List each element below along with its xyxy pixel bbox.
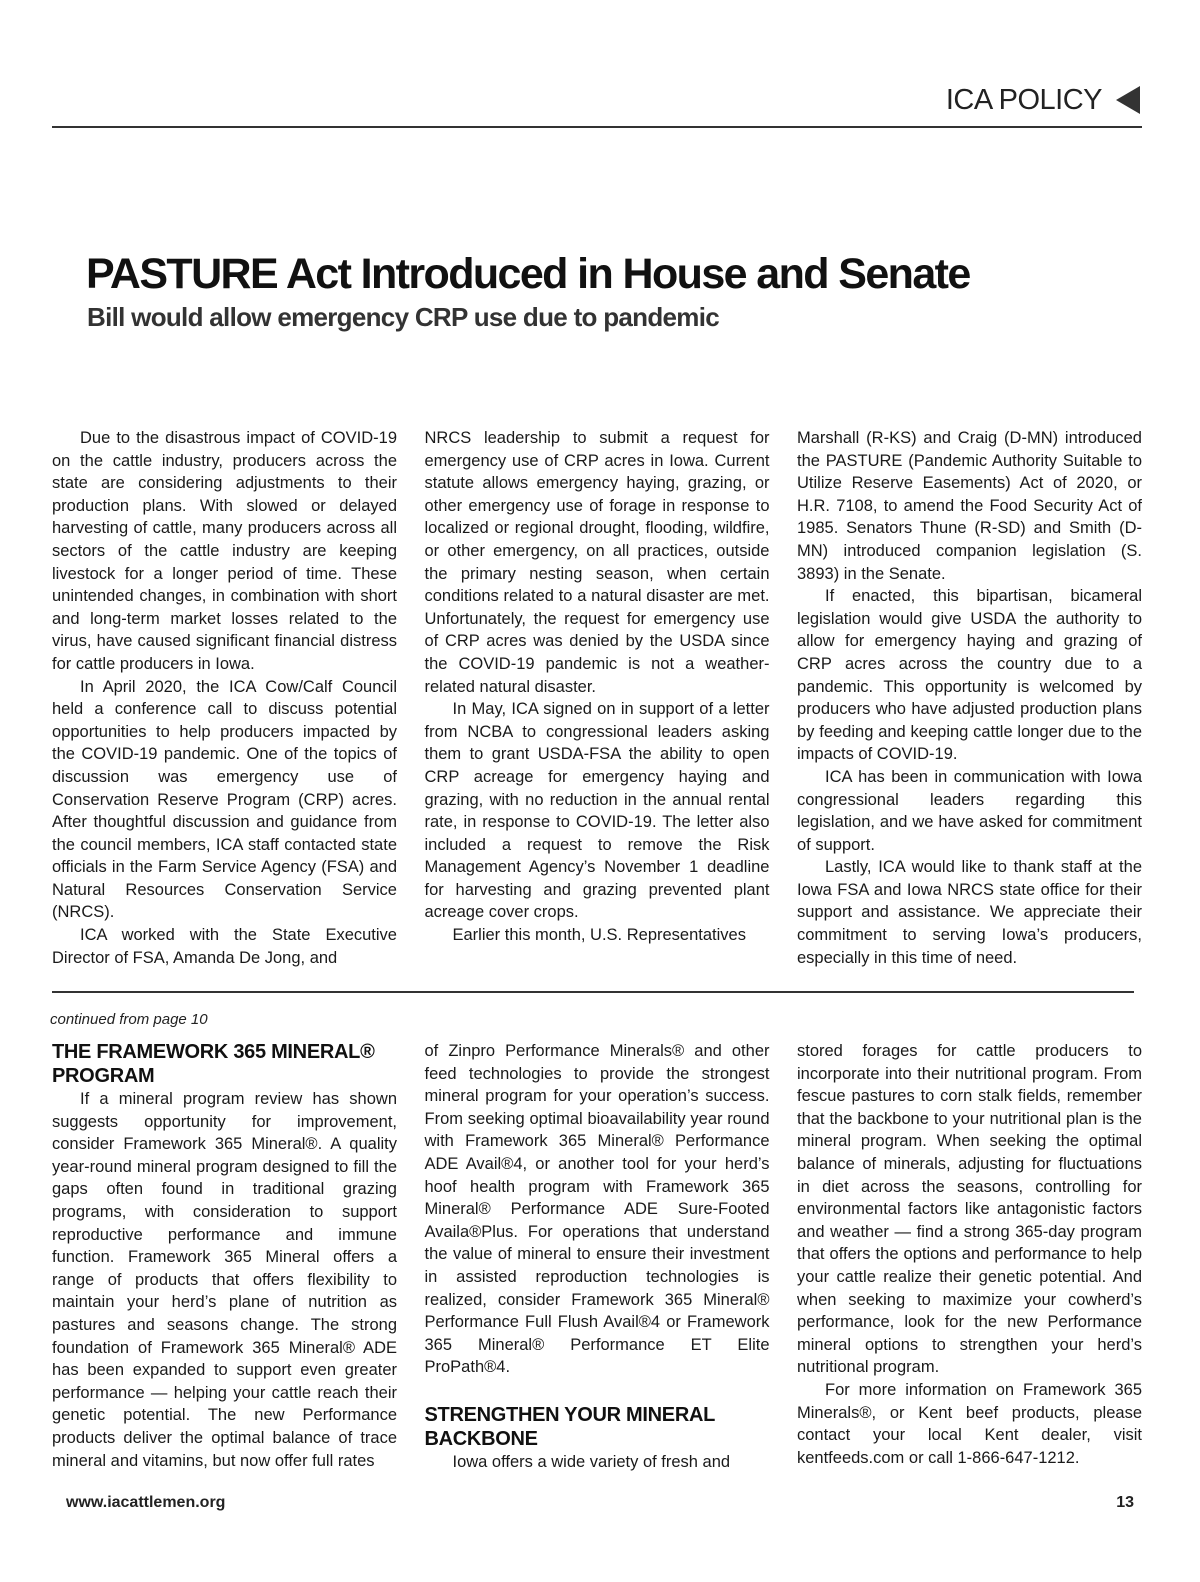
article-title: PASTURE Act Introduced in House and Senate xyxy=(86,250,970,298)
article-column-1 xyxy=(52,427,397,969)
paragraph: Iowa offers a wide variety of fresh and xyxy=(452,1452,731,1471)
continued-note: continued from page 10 xyxy=(50,1011,208,1028)
continued-column-2 xyxy=(425,1040,770,1474)
section-label-text: ICA POLICY xyxy=(945,83,1102,116)
continued-column-3 xyxy=(797,1040,1142,1474)
paragraph: NRCS leadership to submit a request for emergency use of CRP acres in Iowa. Current statute allows emergency haying, grazing, or other emergency use of forage in response to localized or regional drought, flooding, wildfire, or other emergency, on all practices, outside the primary nesting season, when certain conditions related to a natural disaster are met. Unfortunately, the request for emergency use of CRP acres was denied by the USDA since the COVID-19 pandemic is not a weather-related natural disaster. xyxy=(424,429,770,696)
continued-column-1 xyxy=(52,1040,397,1474)
paragraph: of Zinpro Performance Minerals® and other feed technologies to provide the strongest mineral program for your operation’s success. From seeking optimal bioavailability year round with Framework 365 Mineral® Performance ADE Avail®4, or another tool for your herd’s hoof health program with Framework 365 Mineral® Performance ADE Sure-Footed Availa®Plus. For operations that understand the value of mineral to ensure their investment in assisted reproduction technologies is realized, consider Framework 365 Mineral® Performance Full Flush Avail®4 or Framework 365 Mineral® Performance ET Elite ProPath®4. xyxy=(424,1042,770,1377)
paragraph: Marshall (R-KS) and Craig (D-MN) introduced the PASTURE (Pandemic Authority Suitable to Utilize Reserve Easements) Act of 2020, or H.R. 7108, to amend the Food Security Act of 1985. Senators Thune (R-SD) and Smith (D-MN) introduced companion legislation (S. 3893) in the Senate. xyxy=(797,429,1142,583)
section-heading: STRENGTHEN YOUR MINERAL BACKBONE xyxy=(424,1403,715,1450)
paragraph: Earlier this month, U.S. Representatives xyxy=(452,926,746,945)
article-column-2 xyxy=(425,427,770,969)
paragraph: If enacted, this bipartisan, bicameral legislation would give USDA the authority to allow for emergency haying and grazing of CRP acres across the country due to a pandemic. This opportunity is welcomed by producers who have adjusted production plans by feeding and keeping cattle longer due to the impacts of COVID-19. xyxy=(797,587,1142,764)
paragraph: stored forages for cattle producers to incorporate into their nutritional program. From fescue pastures to corn stalk fields, remember that the backbone to your nutritional plan is the mineral program. When seeking the optimal balance of minerals, adjusting for fluctuations in diet across the seasons, controlling for environmental factors like antagonistic factors and weather — find a strong 365-day program that offers the options and performance to help your cattle realize their genetic potential. And when seeking to maximize your cowherd’s performance, look for the new Performance mineral options to strengthen your herd’s nutritional program. xyxy=(797,1042,1142,1377)
continued-body xyxy=(52,1040,1142,1474)
paragraph: ICA has been in communication with Iowa congressional leaders regarding this legislation, and we have asked for commitment of support. xyxy=(797,767,1142,854)
paragraph: In April 2020, the ICA Cow/Calf Council held a conference call to discuss potential opportunities to help producers impacted by the COVID-19 pandemic. One of the topics of discussion was emergency use of Conservation Reserve Program (CRP) acres. After thoughtful discussion and guidance from the council members, ICA staff contacted state officials in the Farm Service Agency (FSA) and Natural Resources Conservation Service (NRCS). xyxy=(52,677,397,922)
section-heading: THE FRAMEWORK 365 MINERAL® PROGRAM xyxy=(52,1041,375,1087)
section-label xyxy=(946,80,1140,120)
footer-url: www.iacattlemen.org xyxy=(66,1494,226,1511)
article-column-3 xyxy=(797,427,1142,969)
paragraph: In May, ICA signed on in support of a letter from NCBA to congressional leaders asking them to grant USDA-FSA the ability to open CRP acreage for emergency haying and grazing, with no reduction in the annual rental rate, in response to COVID-19. The letter also included a request to remove the Risk Management Agency’s November 1 deadline for harvesting and grazing prevented plant acreage cover crops. xyxy=(424,700,770,922)
section-divider xyxy=(52,991,1134,993)
paragraph: Lastly, ICA would like to thank staff at the Iowa FSA and Iowa NRCS state office for their support and assistance. We appreciate their commitment to serving Iowa’s producers, especially in this time of need. xyxy=(797,858,1142,967)
paragraph: For more information on Framework 365 Minerals®, or Kent beef products, please contact your local Kent dealer, visit kentfeeds.com or call 1-866-647-1212. xyxy=(797,1380,1142,1467)
page-number: 13 xyxy=(1116,1494,1134,1511)
paragraph: If a mineral program review has shown suggests opportunity for improvement, consider Framework 365 Mineral®. A quality year-round mineral program designed to fill the gaps often found in traditional grazing programs, with consideration to support reproductive performance and immune function. Framework 365 Mineral offers a range of products that offers flexibility to maintain your herd’s plane of nutrition as pastures and seasons change. The strong foundation of Framework 365 Mineral® ADE has been expanded to support even greater performance — helping your cattle reach their genetic potential. The new Performance products deliver the optimal balance of trace mineral and vitamins, but now offer full rates xyxy=(52,1090,397,1470)
paragraph: Due to the disastrous impact of COVID-19 on the cattle industry, producers across the state are considering adjustments to their production plans. With slowed or delayed harvesting of cattle, many producers across all sectors of the cattle industry are keeping livestock for a longer period of time. These unintended changes, in combination with short and long-term market losses related to the virus, have caused significant financial distress for cattle producers in Iowa. xyxy=(52,429,397,673)
header-rule xyxy=(52,126,1142,128)
article-subtitle: Bill would allow emergency CRP use due to pandemic xyxy=(87,302,719,332)
paragraph: ICA worked with the State Executive Director of FSA, Amanda De Jong, and xyxy=(52,926,397,967)
article-body xyxy=(52,427,1142,969)
triangle-left-icon xyxy=(1116,86,1140,114)
